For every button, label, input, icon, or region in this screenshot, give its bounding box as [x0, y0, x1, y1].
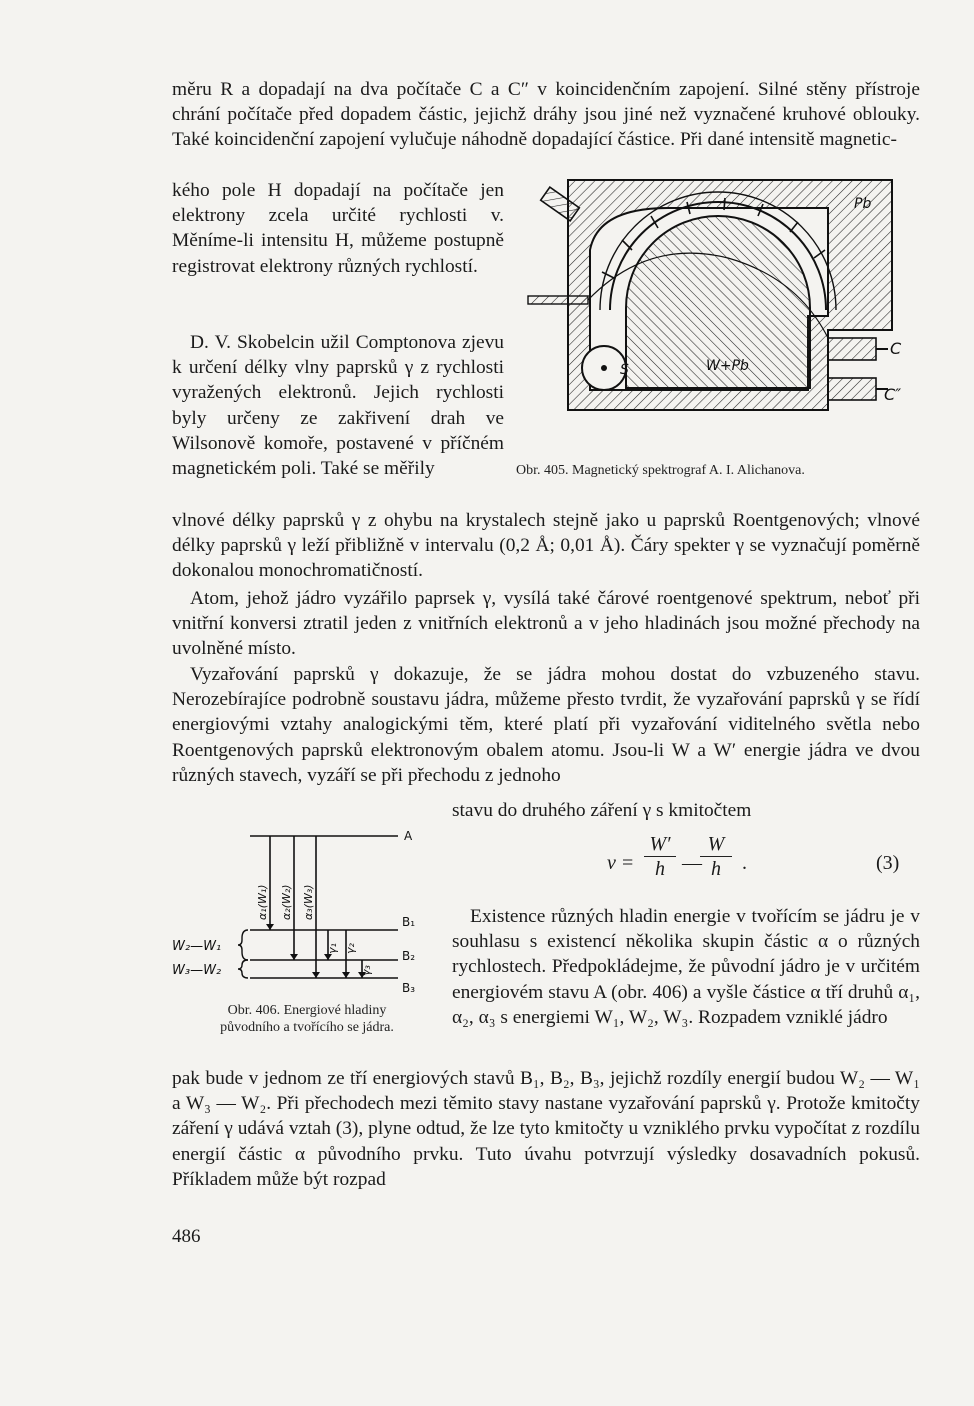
label-gamma3: γ₃ — [360, 965, 373, 976]
figure-406-caption-line1: Obr. 406. Energiové hladiny — [227, 1003, 387, 1018]
equation-3 — [600, 833, 920, 888]
paragraph-intro: měru R a dopadají na dva počítače C a C″ v koincidenčním zapojení. Silné stěny přístroje chrání počítače před dopadem částic, jejichž dráhy jsou jiné než vyznačené kruhové oblouky. Také koincidenční zapojení vylučuje náhodně dopadající částice. Při dané intensitě magnetic- — [172, 79, 920, 151]
label-gamma2: γ₂ — [344, 943, 357, 954]
equation-period: . — [742, 852, 747, 874]
paragraph-excitation: Vyzařování paprsků γ dokazuje, že se jádra mohou dostat do vzbuzeného stavu. Nerozebírajíce podrobně soustavu jádra, můžeme přesto tvrdit, že vyzařování paprsků γ se řídí energiovými vztahy analogickými těm, které platí při vyzařování viditelného světla nebo Roentgenových paprsků elektronovým obalem atomu. Jsou-li W a W′ energie jádra ve dvou různých stavech, vyzáří se při přechodu z jednoho — [172, 664, 920, 786]
paragraph-atom: Atom, jehož jádro vyzářilo paprsek γ, vysílá také čárové roentgenové spektrum, neboť při vnitřní konversi ztratil jeden z vnitřních elektronů a v jeho hladinách jsou možné přechody na uvolněné místo. — [172, 588, 920, 660]
label-level-b1: B₁ — [402, 915, 416, 929]
paragraph-field: kého pole H dopadají na počítače jen elektrony zcela určité rychlosti v. Měníme-li intensitu H, můžeme postupně registrovat elektrony různých rychlostí. — [172, 180, 504, 277]
paragraph-skobelcin: D. V. Skobelcin užil Comptonova zjevu k určení délky vlny paprsků γ z rychlosti vyražených elektronů. Jejich rychlosti byly určeny ze zakřivení drah ve Wilsonově komoře, postavené v příčném magnetickém poli. Také se měřily — [172, 332, 504, 480]
fraction-denominator: h — [711, 858, 721, 880]
label-s: S — [620, 362, 629, 378]
label-alpha2: α₂(W₂) — [280, 884, 293, 920]
equation-nu: ν — [607, 852, 616, 874]
label-counter-c: C — [890, 339, 902, 358]
figure-406-caption — [172, 1002, 442, 1036]
label-w2-w1: W₂—W₁ — [172, 939, 222, 954]
paragraph-transitions: pak bude v jednom ze tří energiových stavů B₁, B₂, B₃, jejichž rozdíly energií budou W₂ — W₁ a W₃ — W₂. Při přechodech mezi těmito stavy nastane vyzařování paprsků γ. Protože kmitočty záření γ udává vztah (3), plyne odtud, že lze tyto kmitočty u vzniklého prvku vypočítat z rozdílu energií částic α původního prvku. Tuto úvahu potvrzují výsledky dosavadních pokusů. Příkladem může být rozpad — [172, 1068, 920, 1190]
paragraph-frequency-intro: stavu do druhého záření γ s kmitočtem — [452, 800, 752, 821]
fraction-denominator: h — [655, 858, 665, 880]
equation-equals: = — [622, 852, 634, 874]
fraction-numerator: W′ — [644, 832, 676, 857]
label-alpha1: α₁(W₁) — [256, 884, 269, 920]
page-number: 486 — [172, 1226, 201, 1247]
label-w-pb: W+Pb — [706, 358, 749, 374]
label-pb: Pb — [854, 196, 872, 212]
label-w3-w2: W₃—W₂ — [172, 963, 222, 978]
label-counter-c2: C″ — [884, 385, 902, 404]
label-level-b2: B₂ — [402, 949, 416, 963]
label-gamma1: γ₁ — [326, 943, 339, 954]
figure-405-spectrograph — [528, 178, 908, 418]
label-alpha3: α₃(W₃) — [302, 884, 315, 920]
figure-405-caption: Obr. 405. Magnetický spektrograf A. I. Alichanova. — [516, 463, 805, 478]
figure-406-energy-levels — [170, 826, 430, 996]
fraction-w-over-h — [700, 832, 732, 881]
label-level-b3: B₃ — [402, 981, 416, 995]
equation-number: (3) — [876, 852, 900, 874]
paragraph-energy-levels: Existence různých hladin energie v tvořícím se jádru je v souhlasu s existencí několika skupin částic α o různých rychlostech. Předpokládejme, že původní jádro je v určitém energiovém stavu A (obr. 406) a vyšle částice α tří druhů α₁, α₂, α₃ s energiemi W₁, W₂, W₃. Rozpadem vzniklé jádro — [452, 906, 920, 1028]
paragraph-wavelengths: vlnové délky paprsků γ z ohybu na krystalech stejně jako u paprsků Roentgenových; vlnové délky paprsků γ leží přibližně v intervalu (0,2 Å; 0,01 Å). Čáry spekter γ se vyznačují poměrně dokonalou monochromatičností. — [172, 510, 920, 582]
equation-minus: — — [682, 852, 702, 874]
label-level-a: A — [404, 829, 413, 843]
fraction-numerator: W — [700, 832, 732, 857]
figure-406-caption-line2: původního a tvořícího se jádra. — [220, 1020, 394, 1035]
fraction-w-prime-over-h — [644, 832, 676, 881]
